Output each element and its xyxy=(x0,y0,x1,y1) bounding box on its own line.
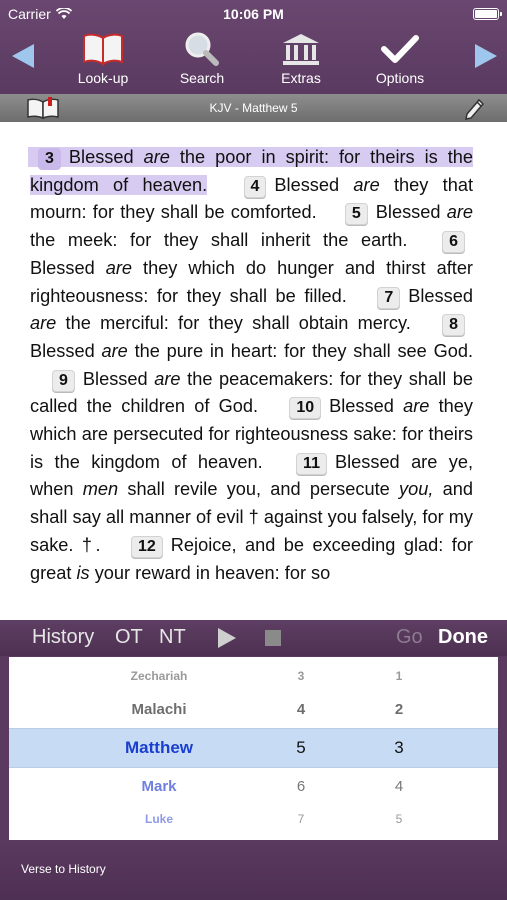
verse-italic: are xyxy=(154,368,181,389)
next-chapter-arrow-icon[interactable] xyxy=(475,44,497,68)
options-label: Options xyxy=(375,70,425,86)
checkmark-icon xyxy=(380,32,420,66)
verse-text: Blessed xyxy=(30,340,102,361)
verse-number[interactable]: 9 xyxy=(52,370,75,392)
footer-bar xyxy=(0,840,507,900)
top-bar xyxy=(0,0,507,94)
verse-text: they which are persecuted for righteousness sake: for theirs is the kingdom of heaven. xyxy=(30,396,473,472)
verse-number[interactable]: 10 xyxy=(289,397,321,419)
verse-text: Blessed xyxy=(329,396,404,417)
picker-verse: 2 xyxy=(394,701,404,718)
verse-text: the pure in heart: for they shall see God. xyxy=(127,340,473,361)
picker-chapter: 3 xyxy=(297,669,305,683)
verse-text: the poor in spirit: for theirs is the xyxy=(169,147,473,167)
verse-text: Blessed xyxy=(375,202,447,223)
new-testament-button[interactable]: NT xyxy=(159,626,186,648)
picker-book: Zechariah xyxy=(130,669,188,683)
go-button[interactable]: Go xyxy=(396,626,423,648)
verse-text: kingdom of heaven. xyxy=(30,174,208,195)
verse-text: the merciful: for they shall obtain mercy. xyxy=(56,313,411,334)
book-chapter-title: KJV - Matthew 5 xyxy=(209,101,298,115)
verse-to-history-button[interactable]: Verse to History xyxy=(21,862,106,876)
temple-icon xyxy=(281,32,321,66)
book-icon xyxy=(81,32,125,66)
verse-number[interactable]: 5 xyxy=(345,203,368,225)
book-chapter-verse-picker[interactable] xyxy=(9,657,498,840)
search-button[interactable] xyxy=(157,32,247,86)
verse-italic: is xyxy=(76,562,90,583)
verse-text: Blessed are ye, when xyxy=(30,451,474,500)
verse-number[interactable]: 4 xyxy=(244,176,267,198)
verse-italic: are xyxy=(143,147,170,167)
extras-button[interactable] xyxy=(256,32,346,86)
verse-text: the peacemakers: for they shall be called the children of God. xyxy=(30,368,473,417)
verse-italic: are xyxy=(403,396,430,417)
history-toolbar xyxy=(0,620,507,656)
status-time: 10:06 PM xyxy=(223,6,284,22)
status-bar xyxy=(0,0,507,28)
verse-text: and shall say all manner of evil † against you falsely, for my sake. †. xyxy=(30,479,473,555)
verse-italic: you, xyxy=(399,479,434,500)
battery-icon xyxy=(473,8,499,20)
done-button[interactable]: Done xyxy=(438,626,488,648)
picker-book: Mark xyxy=(141,778,177,795)
verse-text: your reward in heaven: for so xyxy=(89,562,331,583)
picker-chapter: 5 xyxy=(296,738,306,757)
picker-chapter: 7 xyxy=(297,812,305,826)
picker-verse: 5 xyxy=(395,812,403,826)
verse-italic: are xyxy=(105,257,133,278)
verse-text: Blessed xyxy=(68,147,144,167)
verse-text: Rejoice, and be exceeding glad: for great xyxy=(30,534,473,583)
pencil-icon[interactable] xyxy=(463,96,487,120)
old-testament-button[interactable]: OT xyxy=(115,626,143,648)
verse-text: Blessed xyxy=(274,174,354,195)
verse-text: Blessed xyxy=(82,368,155,389)
verse-text: shall revile you, and persecute xyxy=(118,479,400,500)
verse-number[interactable]: 7 xyxy=(377,287,400,309)
chapter-text xyxy=(30,144,473,587)
book-title-bar xyxy=(0,94,507,122)
picker-chapter: 4 xyxy=(296,701,306,718)
verse-text: Blessed xyxy=(408,285,473,306)
picker-book: Malachi xyxy=(131,701,187,718)
carrier-label: Carrier xyxy=(8,6,51,22)
search-label: Search xyxy=(179,70,225,86)
picker-book: Luke xyxy=(144,812,173,826)
scripture-view[interactable] xyxy=(0,122,507,620)
picker-verse: 1 xyxy=(395,669,403,683)
previous-chapter-arrow-icon[interactable] xyxy=(12,44,34,68)
verse-italic: are xyxy=(446,202,473,223)
verse-italic: are xyxy=(30,313,57,334)
verse-number[interactable]: 11 xyxy=(296,453,327,475)
verse-number[interactable]: 3 xyxy=(38,148,61,170)
history-button[interactable]: History xyxy=(32,626,95,648)
picker-book: Matthew xyxy=(125,738,193,757)
picker-chapter: 6 xyxy=(296,778,306,795)
verse-text: they that mourn: for they shall be comforted. xyxy=(30,174,474,223)
verse-text: they which do hunger and thirst after righteousness: for they shall be filled. xyxy=(30,257,473,306)
lookup-label: Look-up xyxy=(77,70,129,86)
verse-italic: are xyxy=(101,340,128,361)
play-icon[interactable] xyxy=(218,628,236,648)
verse-text: Blessed xyxy=(30,257,106,278)
lookup-button[interactable] xyxy=(58,32,148,86)
verse-number[interactable]: 8 xyxy=(442,314,465,336)
options-button[interactable] xyxy=(355,32,445,86)
verse-number[interactable]: 6 xyxy=(442,231,465,253)
verse-number[interactable]: 12 xyxy=(131,536,163,558)
verse-italic: are xyxy=(353,174,380,195)
verse-text: the meek: for they shall inherit the earth. xyxy=(30,230,408,251)
extras-label: Extras xyxy=(281,70,321,86)
magnifier-icon xyxy=(182,32,222,66)
picker-verse: 3 xyxy=(394,738,404,757)
verse-italic: men xyxy=(82,479,119,500)
picker-verse: 4 xyxy=(394,778,404,795)
stop-icon[interactable] xyxy=(265,630,281,646)
